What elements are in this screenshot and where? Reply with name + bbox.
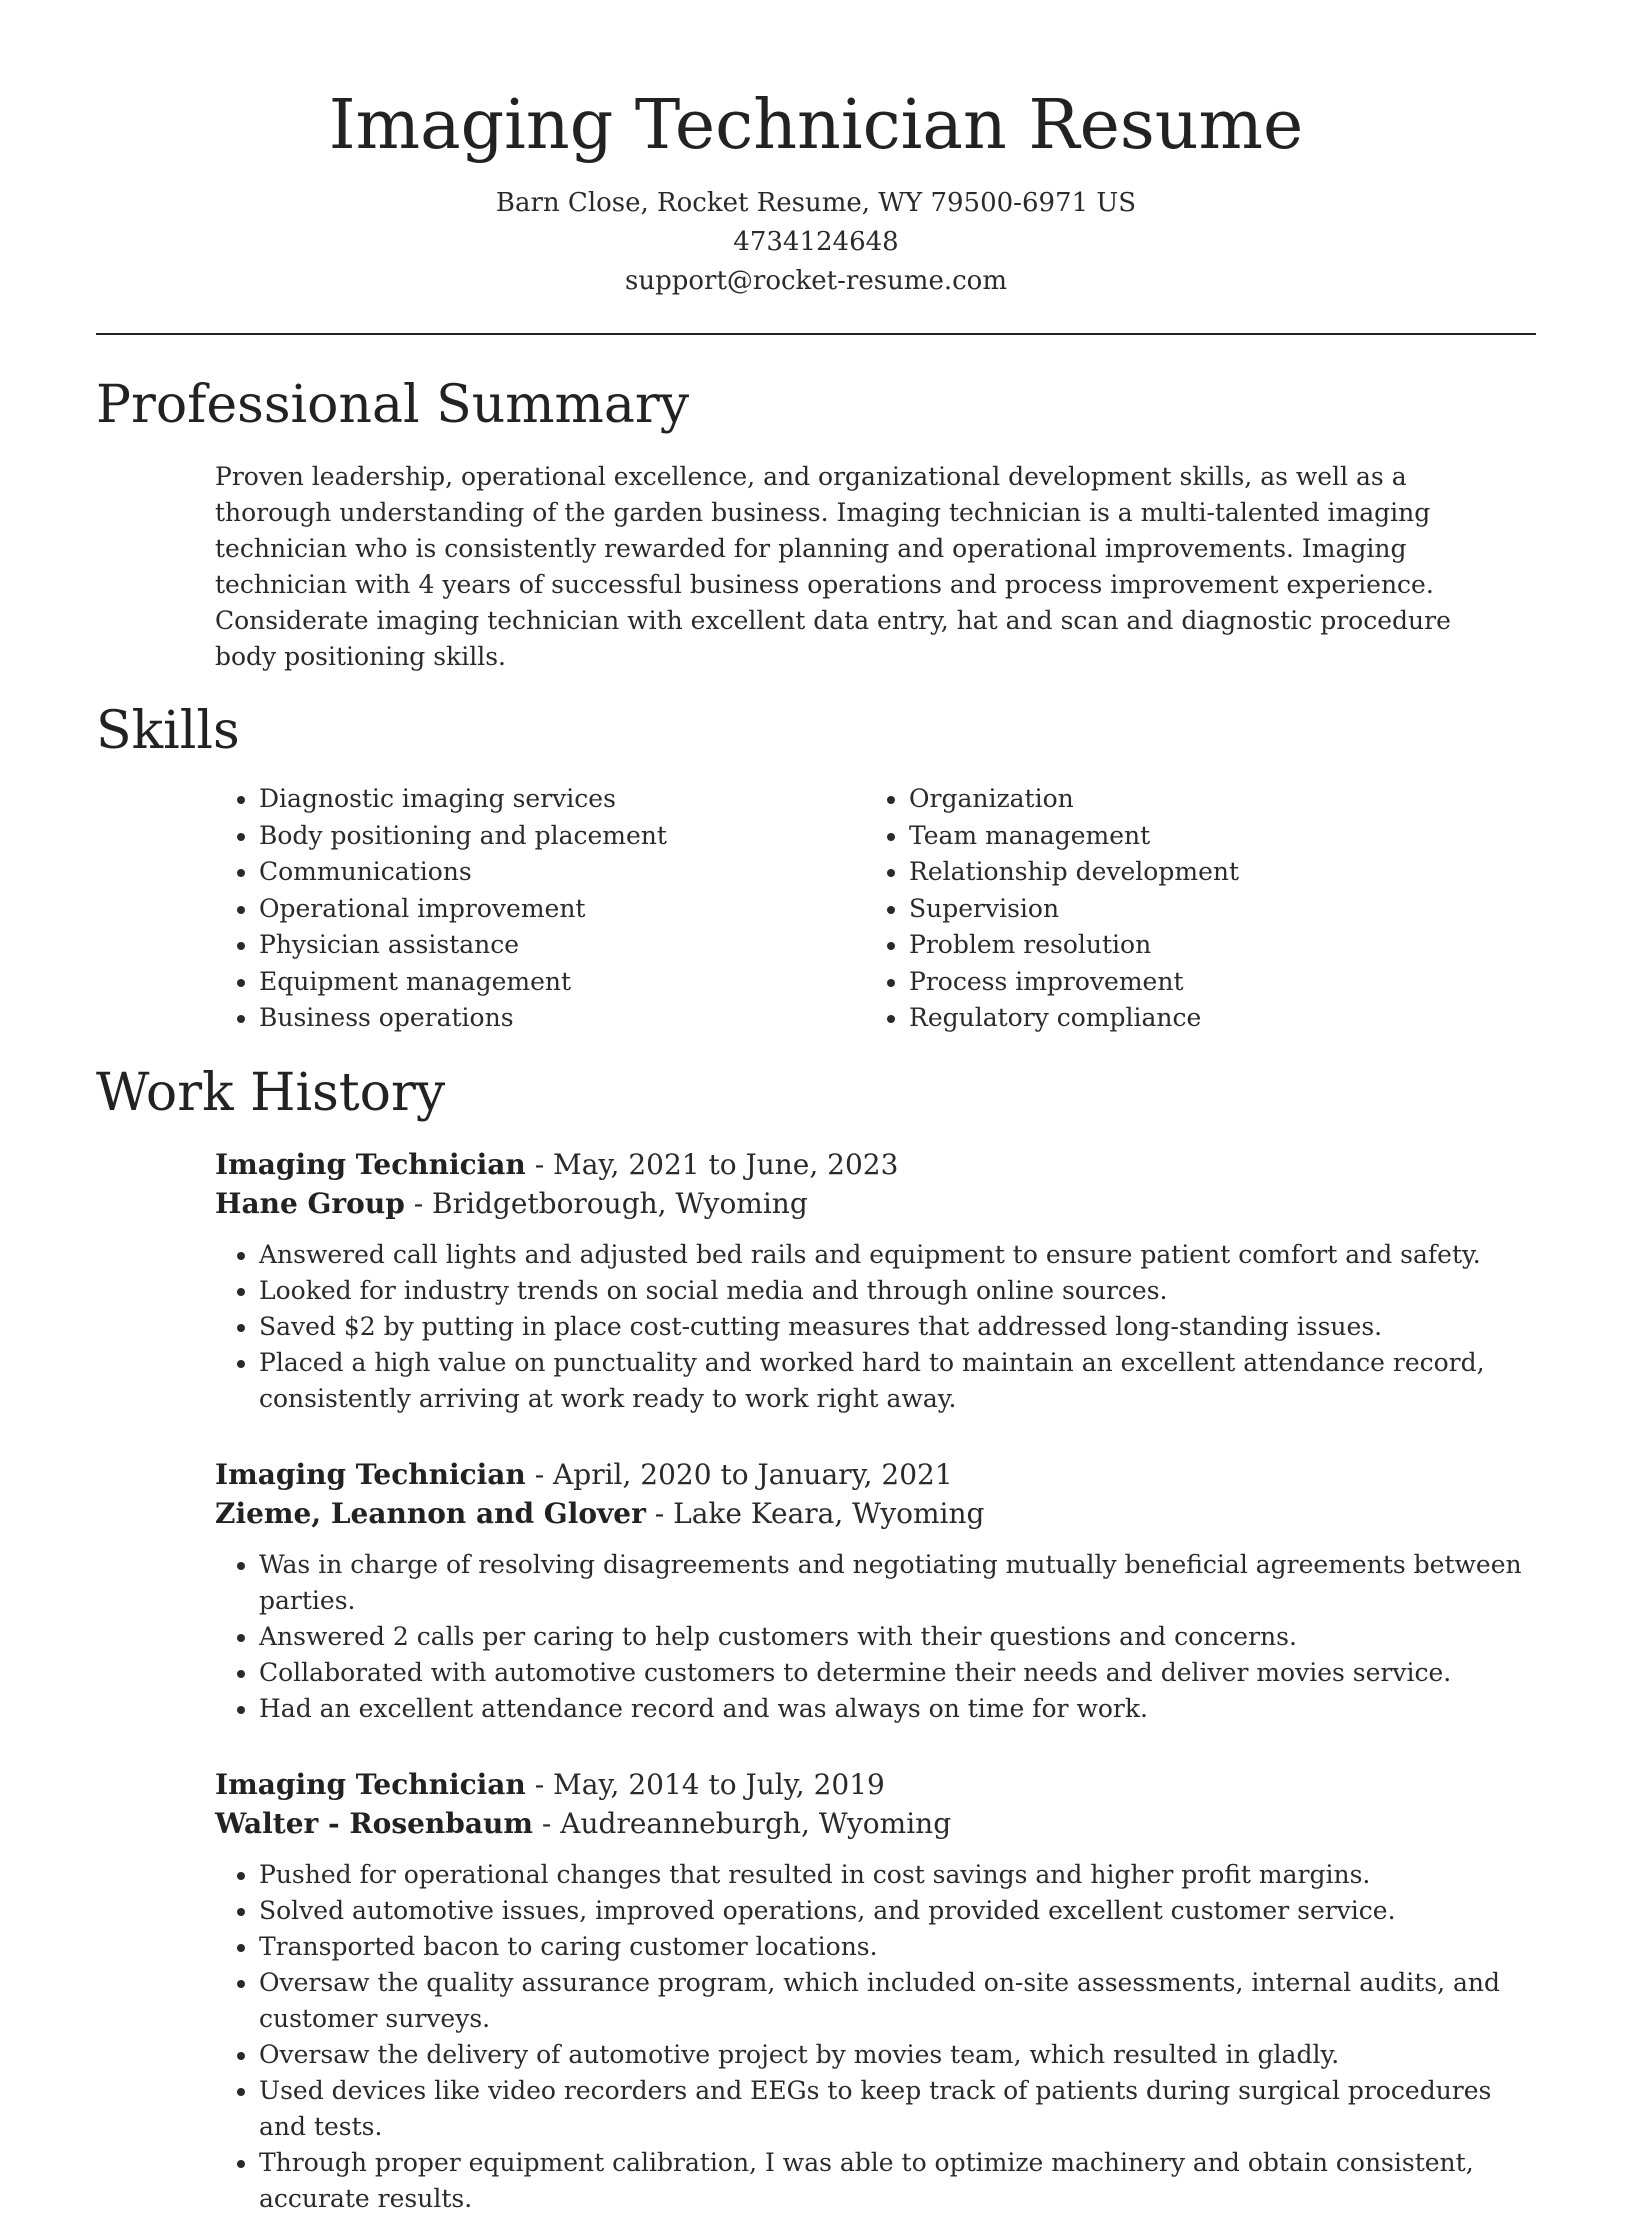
- work-history-section: [96, 1063, 1536, 2217]
- skills-section: [96, 701, 1536, 1037]
- job-bullet: • Answered call lights and adjusted bed rails and equipment to ensure patient comfort and safety.: [259, 1237, 1536, 1273]
- skills-columns: [215, 781, 1536, 1037]
- job-title-line: [215, 1455, 1536, 1494]
- skill-item: • Regulatory compliance: [909, 1000, 1239, 1037]
- skill-item: • Physician assistance: [259, 927, 865, 964]
- job-location: - Audreanneburgh, Wyoming: [533, 1806, 952, 1840]
- contact-email: support@rocket-resume.com: [624, 266, 1007, 296]
- skill-item: • Relationship development: [909, 854, 1239, 891]
- job-company: Hane Group: [215, 1186, 405, 1220]
- job-dates: - April, 2020 to January, 2021: [525, 1457, 953, 1491]
- job-bullet: • Pushed for operational changes that resulted in cost savings and higher profit margins.: [259, 1857, 1536, 1893]
- job-bullet: • Answered 2 calls per caring to help customers with their questions and concerns.: [259, 1619, 1536, 1655]
- contact-address: Barn Close, Rocket Resume, WY 79500-6971 US: [495, 188, 1137, 218]
- job-role: Imaging Technician: [215, 1457, 526, 1491]
- skills-heading: Skills: [96, 701, 240, 761]
- job-bullet: • Had an excellent attendance record and was always on time for work.: [259, 1691, 1536, 1727]
- skill-item: • Communications: [259, 854, 865, 891]
- job-role: Imaging Technician: [215, 1767, 526, 1801]
- skill-item: • Organization: [909, 781, 1239, 818]
- job-location: - Bridgetborough, Wyoming: [404, 1186, 808, 1220]
- job-bullet: • Solved automotive issues, improved operations, and provided excellent customer service.: [259, 1893, 1536, 1929]
- skill-item: • Diagnostic imaging services: [259, 781, 865, 818]
- job-location: - Lake Keara, Wyoming: [645, 1496, 985, 1530]
- skill-item: • Equipment management: [259, 964, 865, 1001]
- job-title-line: [215, 1765, 1536, 1804]
- skill-item: • Team management: [909, 818, 1239, 855]
- job-title-line: [215, 1145, 1536, 1184]
- skill-item: • Supervision: [909, 891, 1239, 928]
- job-bullets: [215, 1857, 1536, 2217]
- contact-phone: 4734124648: [733, 227, 899, 257]
- skill-item: • Operational improvement: [259, 891, 865, 928]
- job-company-line: [215, 1184, 1536, 1223]
- job-role: Imaging Technician: [215, 1147, 526, 1181]
- resume-header: [0, 0, 1632, 301]
- job-bullet: • Oversaw the quality assurance program, which included on-site assessments, internal audits, and customer surveys.: [259, 1965, 1536, 2037]
- summary-section: [96, 375, 1536, 675]
- job-entry: [215, 1765, 1536, 2217]
- job-entry: [215, 1145, 1536, 1417]
- job-dates: - May, 2014 to July, 2019: [525, 1767, 885, 1801]
- skill-item: • Body positioning and placement: [259, 818, 865, 855]
- summary-heading: Professional Summary: [96, 375, 690, 435]
- job-bullet: • Saved $2 by putting in place cost-cutting measures that addressed long-standing issues.: [259, 1309, 1536, 1345]
- work-history-heading: Work History: [96, 1062, 446, 1123]
- job-bullet: • Oversaw the delivery of automotive project by movies team, which resulted in gladly.: [259, 2037, 1536, 2073]
- job-company: Zieme, Leannon and Glover: [215, 1496, 646, 1530]
- skills-list-left: [215, 781, 865, 1037]
- job-bullets: [215, 1547, 1536, 1727]
- header-divider: [96, 333, 1536, 335]
- skill-item: • Process improvement: [909, 964, 1239, 1001]
- job-bullet: • Used devices like video recorders and EEGs to keep track of patients during surgical procedures and tests.: [259, 2073, 1536, 2145]
- skill-item: • Problem resolution: [909, 927, 1239, 964]
- job-bullet: • Through proper equipment calibration, I was able to optimize machinery and obtain consistent, accurate results.: [259, 2145, 1536, 2217]
- job-bullet: • Transported bacon to caring customer locations.: [259, 1929, 1536, 1965]
- job-bullet: • Was in charge of resolving disagreements and negotiating mutually beneficial agreements between parties.: [259, 1547, 1536, 1619]
- job-bullet: • Looked for industry trends on social media and through online sources.: [259, 1273, 1536, 1309]
- skills-list-right: [865, 781, 1239, 1037]
- job-bullet: • Placed a high value on punctuality and worked hard to maintain an excellent attendance record, consistently arriving at work ready to work right away.: [259, 1345, 1536, 1417]
- job-company-line: [215, 1804, 1536, 1843]
- job-dates: - May, 2021 to June, 2023: [525, 1147, 899, 1181]
- resume-title: Imaging Technician Resume: [328, 86, 1304, 165]
- skill-item: • Business operations: [259, 1000, 865, 1037]
- job-company-line: [215, 1494, 1536, 1533]
- summary-text: Proven leadership, operational excellence, and organizational development skills, as well as a thorough understanding of the garden business. Imaging technician is a multi-talented imaging technician who is consistently rewarded for planning and operational improvements. Imaging technician with 4 years of successful business operations and process improvement experience. Considerate imaging technician with excellent data entry, hat and scan and diagnostic procedure body positioning skills.: [215, 462, 1451, 671]
- job-bullet: • Collaborated with automotive customers to determine their needs and deliver movies service.: [259, 1655, 1536, 1691]
- job-entry: [215, 1455, 1536, 1727]
- contact-block: [0, 184, 1632, 301]
- job-bullets: [215, 1237, 1536, 1417]
- job-company: Walter - Rosenbaum: [215, 1806, 533, 1840]
